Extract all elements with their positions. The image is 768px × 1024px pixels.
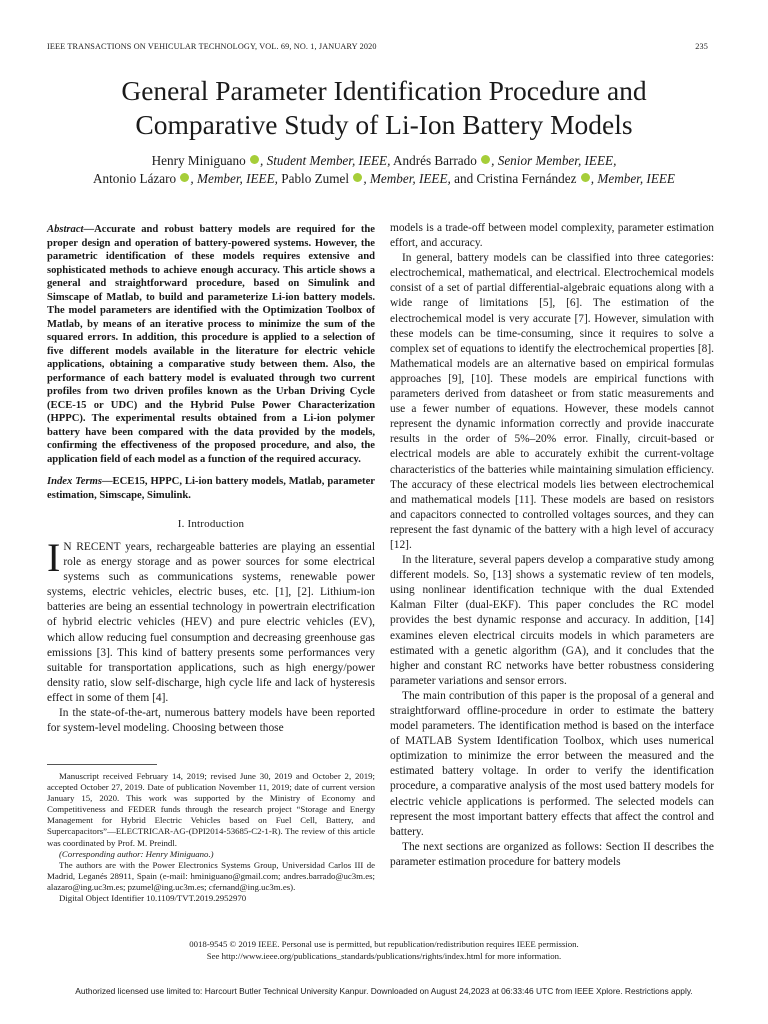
author-name: Antonio Lázaro xyxy=(93,171,177,186)
journal-info: IEEE TRANSACTIONS ON VEHICULAR TECHNOLOGY, VOL. 69, NO. 1, JANUARY 2020 xyxy=(47,42,377,51)
download-notice: Authorized licensed use limited to: Harcourt Butler Technical University Kanpur. Downloaded on August 24,2023 at 06:33:46 UTC from IEEE Xplore. Restrictions apply. xyxy=(75,986,693,996)
orcid-icon[interactable] xyxy=(481,155,490,164)
author-role: , Member, IEEE xyxy=(590,171,675,186)
paragraph xyxy=(47,535,375,706)
footnote xyxy=(47,771,375,904)
copyright-line-2: See http://www.ieee.org/publications_standards/publications/rights/index.html for more information. xyxy=(206,950,562,961)
paragraph: In the state-of-the-art, numerous battery models have been reported for system-level modeling. Choosing between those xyxy=(47,707,375,735)
footnote-divider xyxy=(47,764,157,765)
index-terms-label: Index Terms xyxy=(47,476,102,487)
abstract xyxy=(47,223,375,466)
abstract-label: Abstract xyxy=(47,224,84,235)
paragraph: The main contribution of this paper is the proposal of a general and straightforward offline-procedure in order to estimate the battery model parameters. The identification method is based on the interface of MATLAB System Identification Toolbox, which uses numerical optimization to minimize the error between the measured and the estimated battery voltage. In order to verify the identification procedure, a comparative analysis of the most used battery models for electric vehicle applications is performed. The selected models can represent the most important battery effects that affect the control and battery. xyxy=(390,689,714,838)
orcid-icon[interactable] xyxy=(250,155,259,164)
author-name: Andrés Barrado xyxy=(392,153,477,168)
author-name: and Cristina Fernández xyxy=(454,171,577,186)
right-column-body xyxy=(390,221,714,870)
author-line-2 xyxy=(40,170,728,188)
title-line-2: Comparative Study of Li-Ion Battery Models xyxy=(135,109,633,140)
paragraph: In general, battery models can be classified into three categories: electrochemical, mathematical, and electrical. Electrochemical models consist of a set of partial differential-algebraic equations along with a wide range of limitations [5], [6]. The estimation of the electrochemical model is very accurate [7]. However, simulation with these models can be time-consuming, since it requires to solve a complex set of equations to identify the electrochemical properties [8]. Mathematical models are an alternative based on empirical formulas approaches [9], [10]. These models are empirical functions with parameters derived from datasheet or from static measurements and use a fewer number of equations. However, these models cannot represent the dynamic information correctly and provide inaccurate results in the order of 5%–20% error. Finally, circuit-based or electrical models are able to accurately exhibit the current-voltage characteristics of the batteries while maintaining simulation efficiency. The accuracy of these electrical models lies between electrochemical and mathematical models [11]. These models are based on resistors and capacitors connected to controlled voltages sources, and they can represent the fast dynamic of the battery with a high level of accuracy [12]. xyxy=(390,252,714,551)
author-role: , Member, IEEE, xyxy=(363,171,451,186)
paragraph: In the literature, several papers develop a comparative study among different models. So, [13] shows a systematic review of ten models, using nonlinear identification technique with the dual Extended Kalman Filter (dual-EKF). This paper concludes the RC model provides the best dynamic response and accuracy. In addition, [14] examines eleven electrical circuits models in which parameters are estimated with a genetic algorithm (GA), and it concludes that the higher and constant RC networks have better robustness considering parameter variations and sensor errors. xyxy=(390,554,714,687)
footnote-corresponding-author: (Corresponding author: Henry Miniguano.) xyxy=(59,848,214,859)
introduction-body xyxy=(47,535,375,736)
paragraph-text: N RECENT years, rechargeable batteries are playing an essential role as energy storage and as power sources for some electrical systems such as communications systems, renewable power systems, electric vehicles, electric buses, etc. [1], [2]. Lithium-ion batteries are being an essential technology in powertrain electrification of hybrid electric vehicles (HEV) and pure electric vehicles (EV), which allow reducing fuel consumption and decreasing greenhouse gas emissions [3]. This kind of battery presents some performances very suitable for transportation applications, such as high energy/power density ratio, slow self-discharge, high cycle life and lack of hysteresis effect in some of them [4]. xyxy=(47,541,375,704)
author-line-1 xyxy=(40,152,728,170)
author-role: , Student Member, IEEE, xyxy=(260,153,391,168)
author-name: Henry Miniguano xyxy=(151,153,246,168)
orcid-icon[interactable] xyxy=(353,173,362,182)
author-role: , Senior Member, IEEE, xyxy=(491,153,617,168)
paragraph: models is a trade-off between model complexity, parameter estimation effort, and accuracy. xyxy=(390,222,714,250)
section-heading-introduction: I. Introduction xyxy=(177,518,245,530)
abstract-text: —Accurate and robust battery models are required for the proper design and operation of battery-powered systems. However, the parametric identification of these models requires extensive and sophisticated methods to achieve enough accuracy. This article shows a general and straightforward procedure, based on Simulink and Simscape of Matlab, to build and parameterize Li-ion battery models. The model parameters are identified with the Optimization Toolbox of Matlab, by means of an iterative process to minimize the sum of the squared errors. In addition, this procedure is applied to a selection of five different models available in the literature for electric vehicle applications, obtaining a comparative study between them. Also, the performance of each battery model is evaluated through two current profiles from two driven profiles known as the Urban Driving Cycle (ECE-15 or UDC) and the Hybrid Pulse Power Characterization (HPPC). The experimental results obtained from a Li-ion polymer battery have been compared with the data provided by the models, confirming the effectiveness of the proposed procedure, and also, the application field of each model as a function of the required accuracy. xyxy=(47,224,375,465)
title-line-1: General Parameter Identification Procedure and xyxy=(121,75,647,106)
footnote-affiliation: The authors are with the Power Electronics Systems Group, Universidad Carlos III de Madrid, Leganés 28911, Spain (e-mail: hminiguano@gmail.com; andres.barrado@uc3m.es; alazaro@ing.uc3m.es; pzumel@ing.uc3m.es; cfernand@ing.uc3m.es). xyxy=(47,859,375,892)
footnote-doi: Digital Object Identifier 10.1109/TVT.2019.2952970 xyxy=(59,893,247,904)
page-number: 235 xyxy=(695,42,708,51)
orcid-icon[interactable] xyxy=(180,173,189,182)
paragraph: The next sections are organized as follows: Section II describes the parameter estimation procedure for battery models xyxy=(390,840,714,868)
paper-title xyxy=(40,74,728,142)
index-terms-text: —ECE15, HPPC, Li-ion battery models, Matlab, parameter estimation, Simscape, Simulink. xyxy=(47,476,375,501)
copyright-notice xyxy=(40,939,728,962)
author-role: , Member, IEEE, xyxy=(190,171,278,186)
copyright-line-1: 0018-9545 © 2019 IEEE. Personal use is permitted, but republication/redistribution requires IEEE permission. xyxy=(189,939,579,949)
running-header xyxy=(47,42,708,51)
author-list xyxy=(40,152,728,188)
author-name: Pablo Zumel xyxy=(281,171,350,186)
drop-cap: I xyxy=(47,535,61,580)
footnote-manuscript: Manuscript received February 14, 2019; revised June 30, 2019 and October 2, 2019; accepted October 27, 2019. Date of publication November 11, 2019; date of current version January 15, 2020. This work was supported by the Ministry of Economy and Competitiveness and FEDER funds through the research project “Storage and Energy Management for Hybrid Electric Vehicles based on Fuel Cell, Battery, and Supercapacitors”—ELECTRICAR-AG-(DPI2014-53685-C2-1-R). The review of this article was coordinated by Prof. M. Preindl. xyxy=(47,771,375,848)
index-terms xyxy=(47,475,375,502)
orcid-icon[interactable] xyxy=(581,173,590,182)
